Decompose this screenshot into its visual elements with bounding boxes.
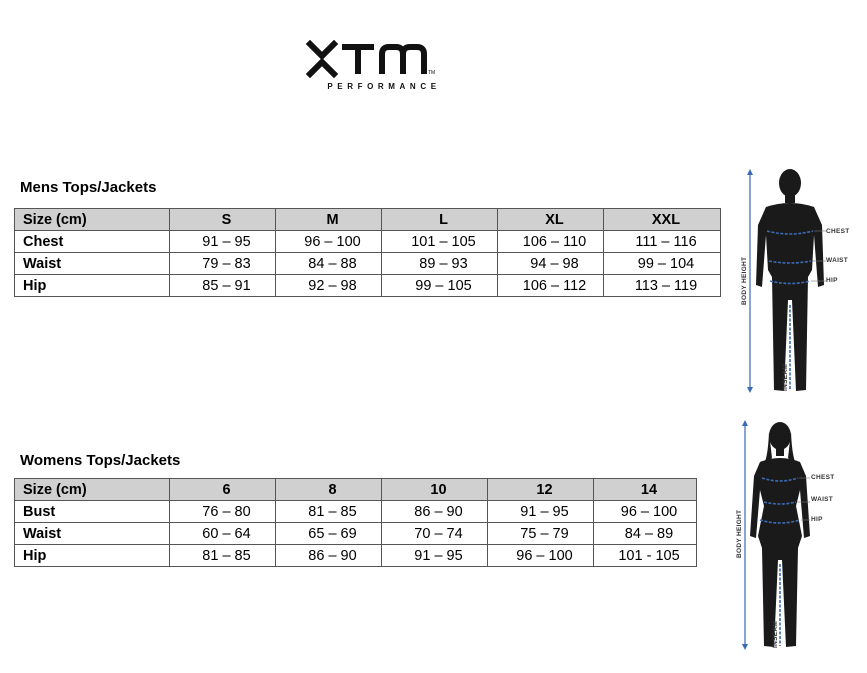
table-cell: 96 – 100 bbox=[276, 231, 382, 253]
table-cell: 81 – 85 bbox=[170, 545, 276, 567]
table-cell: 86 – 90 bbox=[382, 501, 488, 523]
table-cell: 101 - 105 bbox=[594, 545, 697, 567]
table-row bbox=[15, 275, 721, 297]
mens-size-table bbox=[14, 208, 721, 297]
table-cell: 113 – 119 bbox=[604, 275, 721, 297]
female-silhouette-icon bbox=[732, 418, 854, 653]
row-label: Chest bbox=[15, 231, 170, 253]
table-cell: 106 – 112 bbox=[498, 275, 604, 297]
female-measurement-figure bbox=[732, 418, 854, 653]
header-cell: 8 bbox=[276, 479, 382, 501]
header-cell: 10 bbox=[382, 479, 488, 501]
header-cell: XXL bbox=[604, 209, 721, 231]
row-label: Waist bbox=[15, 253, 170, 275]
male-measurement-figure bbox=[736, 165, 858, 397]
header-cell: S bbox=[170, 209, 276, 231]
table-cell: 111 – 116 bbox=[604, 231, 721, 253]
header-cell: 6 bbox=[170, 479, 276, 501]
header-cell: Size (cm) bbox=[15, 209, 170, 231]
table-cell: 84 – 88 bbox=[276, 253, 382, 275]
inseam-label: INSEAM bbox=[772, 620, 779, 648]
table-cell: 91 – 95 bbox=[382, 545, 488, 567]
table-cell: 96 – 100 bbox=[594, 501, 697, 523]
womens-section-title: Womens Tops/Jackets bbox=[20, 452, 181, 469]
body-height-label: BODY HEIGHT bbox=[736, 509, 743, 558]
table-row bbox=[15, 253, 721, 275]
waist-label: WAIST bbox=[826, 257, 849, 264]
table-cell: 76 – 80 bbox=[170, 501, 276, 523]
table-row bbox=[15, 231, 721, 253]
header-cell: XL bbox=[498, 209, 604, 231]
table-cell: 70 – 74 bbox=[382, 523, 488, 545]
hip-label: HIP bbox=[826, 277, 838, 284]
header-cell: L bbox=[382, 209, 498, 231]
table-row bbox=[15, 501, 697, 523]
row-label: Waist bbox=[15, 523, 170, 545]
table-cell: 79 – 83 bbox=[170, 253, 276, 275]
xtm-logo-mark bbox=[300, 36, 460, 82]
table-cell: 65 – 69 bbox=[276, 523, 382, 545]
table-cell: 85 – 91 bbox=[170, 275, 276, 297]
table-row bbox=[15, 545, 697, 567]
table-cell: 86 – 90 bbox=[276, 545, 382, 567]
table-cell: 99 – 105 bbox=[382, 275, 498, 297]
brand-logo bbox=[300, 36, 460, 98]
table-cell: 99 – 104 bbox=[604, 253, 721, 275]
table-cell: 75 – 79 bbox=[488, 523, 594, 545]
table-cell: 106 – 110 bbox=[498, 231, 604, 253]
table-cell: 89 – 93 bbox=[382, 253, 498, 275]
header-cell: 14 bbox=[594, 479, 697, 501]
header-cell: 12 bbox=[488, 479, 594, 501]
mens-section-title: Mens Tops/Jackets bbox=[20, 179, 157, 196]
row-label: Hip bbox=[15, 545, 170, 567]
chest-label: CHEST bbox=[811, 474, 835, 481]
header-cell: Size (cm) bbox=[15, 479, 170, 501]
table-header-row bbox=[15, 479, 697, 501]
trademark-symbol: TM bbox=[428, 70, 436, 76]
waist-label: WAIST bbox=[811, 496, 834, 503]
header-cell: M bbox=[276, 209, 382, 231]
inseam-label: INSEAM bbox=[782, 363, 789, 391]
row-label: Hip bbox=[15, 275, 170, 297]
table-cell: 91 – 95 bbox=[488, 501, 594, 523]
chest-label: CHEST bbox=[826, 228, 850, 235]
table-cell: 101 – 105 bbox=[382, 231, 498, 253]
table-cell: 60 – 64 bbox=[170, 523, 276, 545]
male-silhouette-icon bbox=[736, 165, 858, 397]
brand-tagline: PERFORMANCE bbox=[327, 82, 441, 91]
table-row bbox=[15, 523, 697, 545]
table-cell: 81 – 85 bbox=[276, 501, 382, 523]
hip-label: HIP bbox=[811, 516, 823, 523]
body-height-label: BODY HEIGHT bbox=[741, 256, 748, 305]
table-cell: 84 – 89 bbox=[594, 523, 697, 545]
table-cell: 92 – 98 bbox=[276, 275, 382, 297]
womens-size-table bbox=[14, 478, 697, 567]
table-cell: 91 – 95 bbox=[170, 231, 276, 253]
table-cell: 94 – 98 bbox=[498, 253, 604, 275]
table-cell: 96 – 100 bbox=[488, 545, 594, 567]
table-header-row bbox=[15, 209, 721, 231]
row-label: Bust bbox=[15, 501, 170, 523]
